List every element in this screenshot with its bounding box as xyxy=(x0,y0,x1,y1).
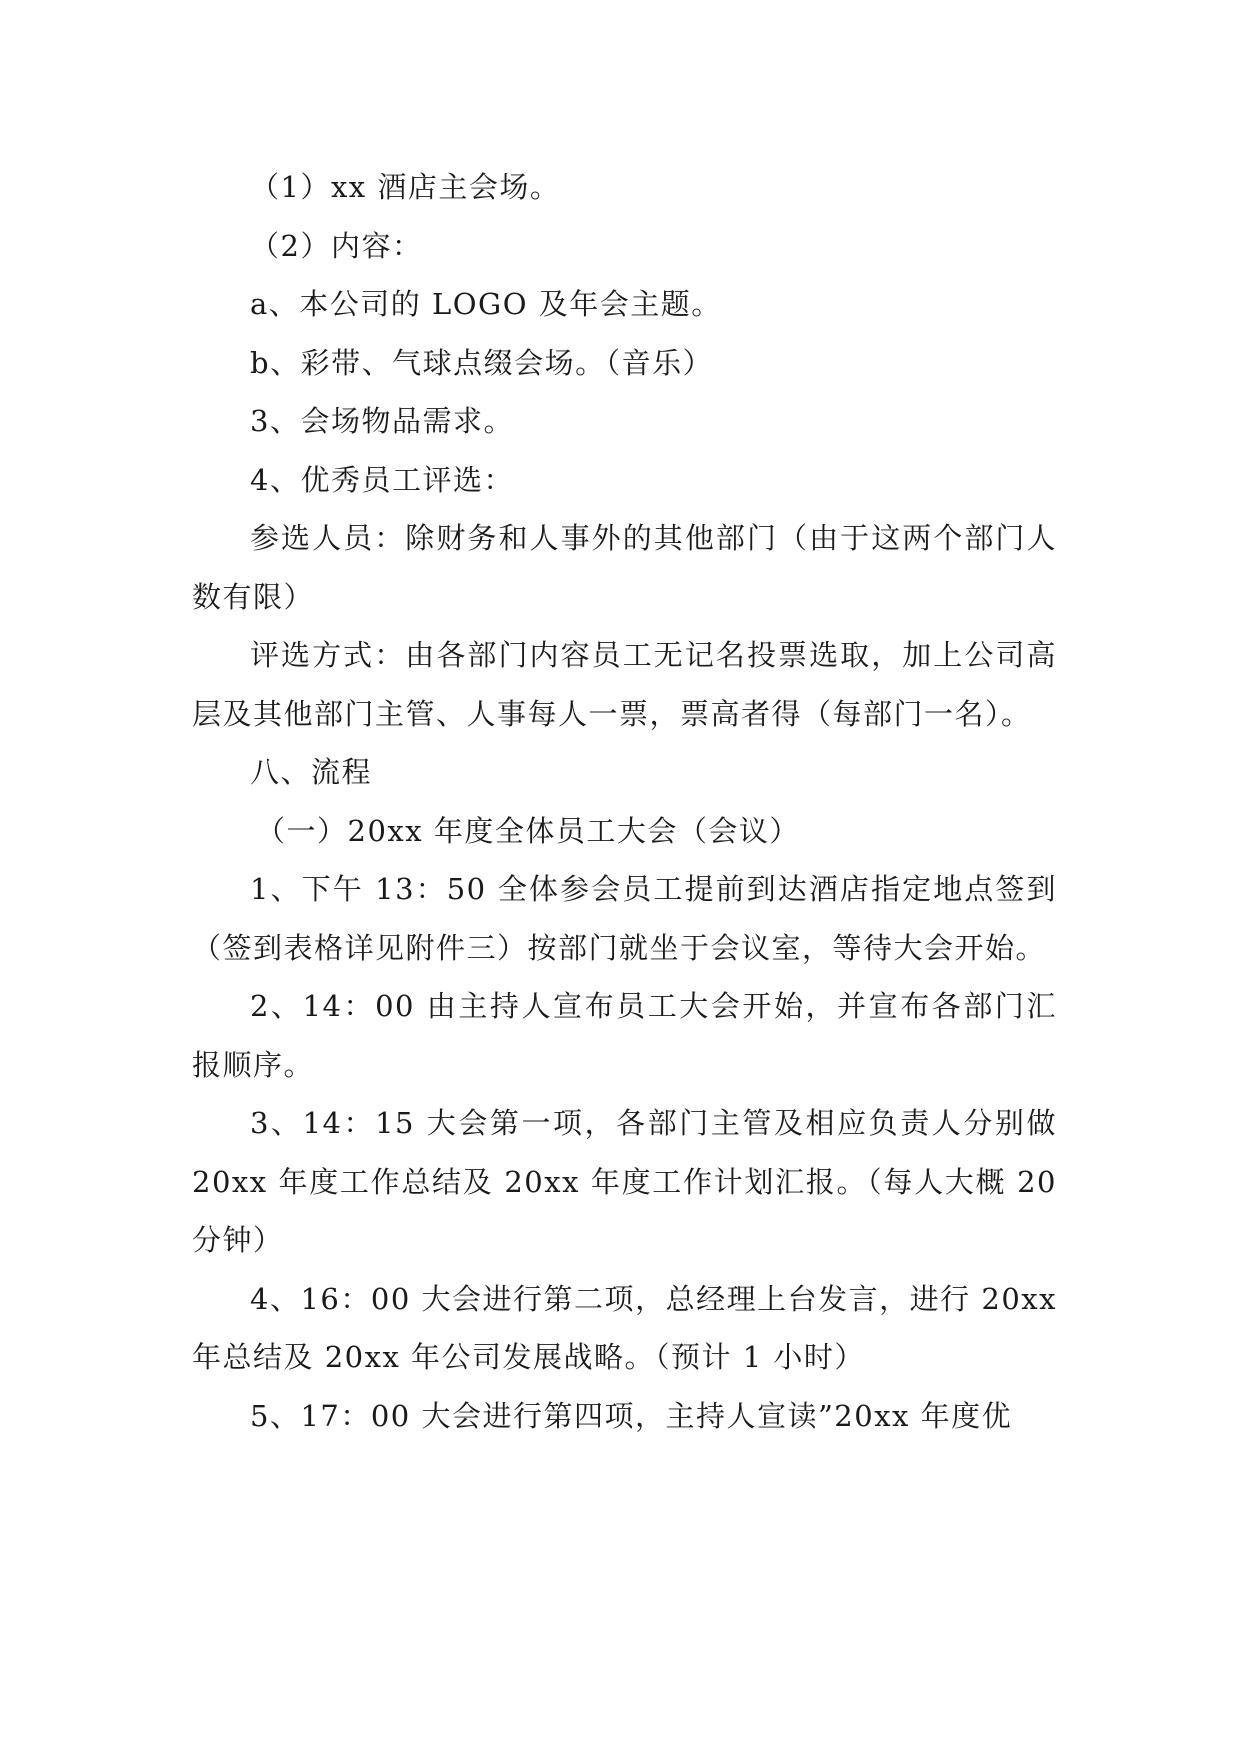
paragraph-employee-selection: 4、优秀员工评选： xyxy=(250,462,514,497)
paragraph-step-3: 3、14：15 大会第一项，各部门主管及相应负责人分别做 20xx 年度工作总结及 20xx 年度工作计划汇报。（每人大概 20 分钟） xyxy=(192,1106,1057,1257)
section-heading-process: 八、流程 xyxy=(250,755,373,789)
paragraph-step-2: 2、14：00 由主持人宣布员工大会开始，并宣布各部门汇报顺序。 xyxy=(192,989,1057,1082)
paragraph-item-a: a、本公司的 LOGO 及年会主题。 xyxy=(250,287,722,321)
paragraph-step-4: 4、16：00 大会进行第二项，总经理上台发言，进行 20xx 年总结及 20xx 年公司发展战略。（预计 1 小时） xyxy=(192,1281,1057,1374)
paragraph-selection-method: 评选方式：由各部门内容员工无记名投票选取，加上公司高层及其他部门主管、人事每人一票，票高者得（每部门一名）。 xyxy=(192,638,1057,731)
paragraph-participants: 参选人员：除财务和人事外的其他部门（由于这两个部门人数有限） xyxy=(192,521,1057,614)
paragraph-item-b: b、彩带、气球点缀会场。（音乐） xyxy=(250,345,714,380)
paragraph-step-5: 5、17：00 大会进行第四项，主持人宣读”20xx 年度优 xyxy=(250,1398,1013,1433)
subsection-heading-meeting: （一）20xx 年度全体员工大会（会议） xyxy=(256,813,800,848)
paragraph-step-1: 1、下午 13：50 全体参会员工提前到达酒店指定地点签到（签到表格详见附件三）按部门就坐于会议室，等待大会开始。 xyxy=(192,872,1057,965)
paragraph-content-heading: （2）内容： xyxy=(250,228,423,263)
paragraph-venue-supplies: 3、会场物品需求。 xyxy=(250,404,514,438)
document-body xyxy=(192,158,1057,1445)
paragraph-venue-main: （1）xx 酒店主会场。 xyxy=(250,170,561,204)
